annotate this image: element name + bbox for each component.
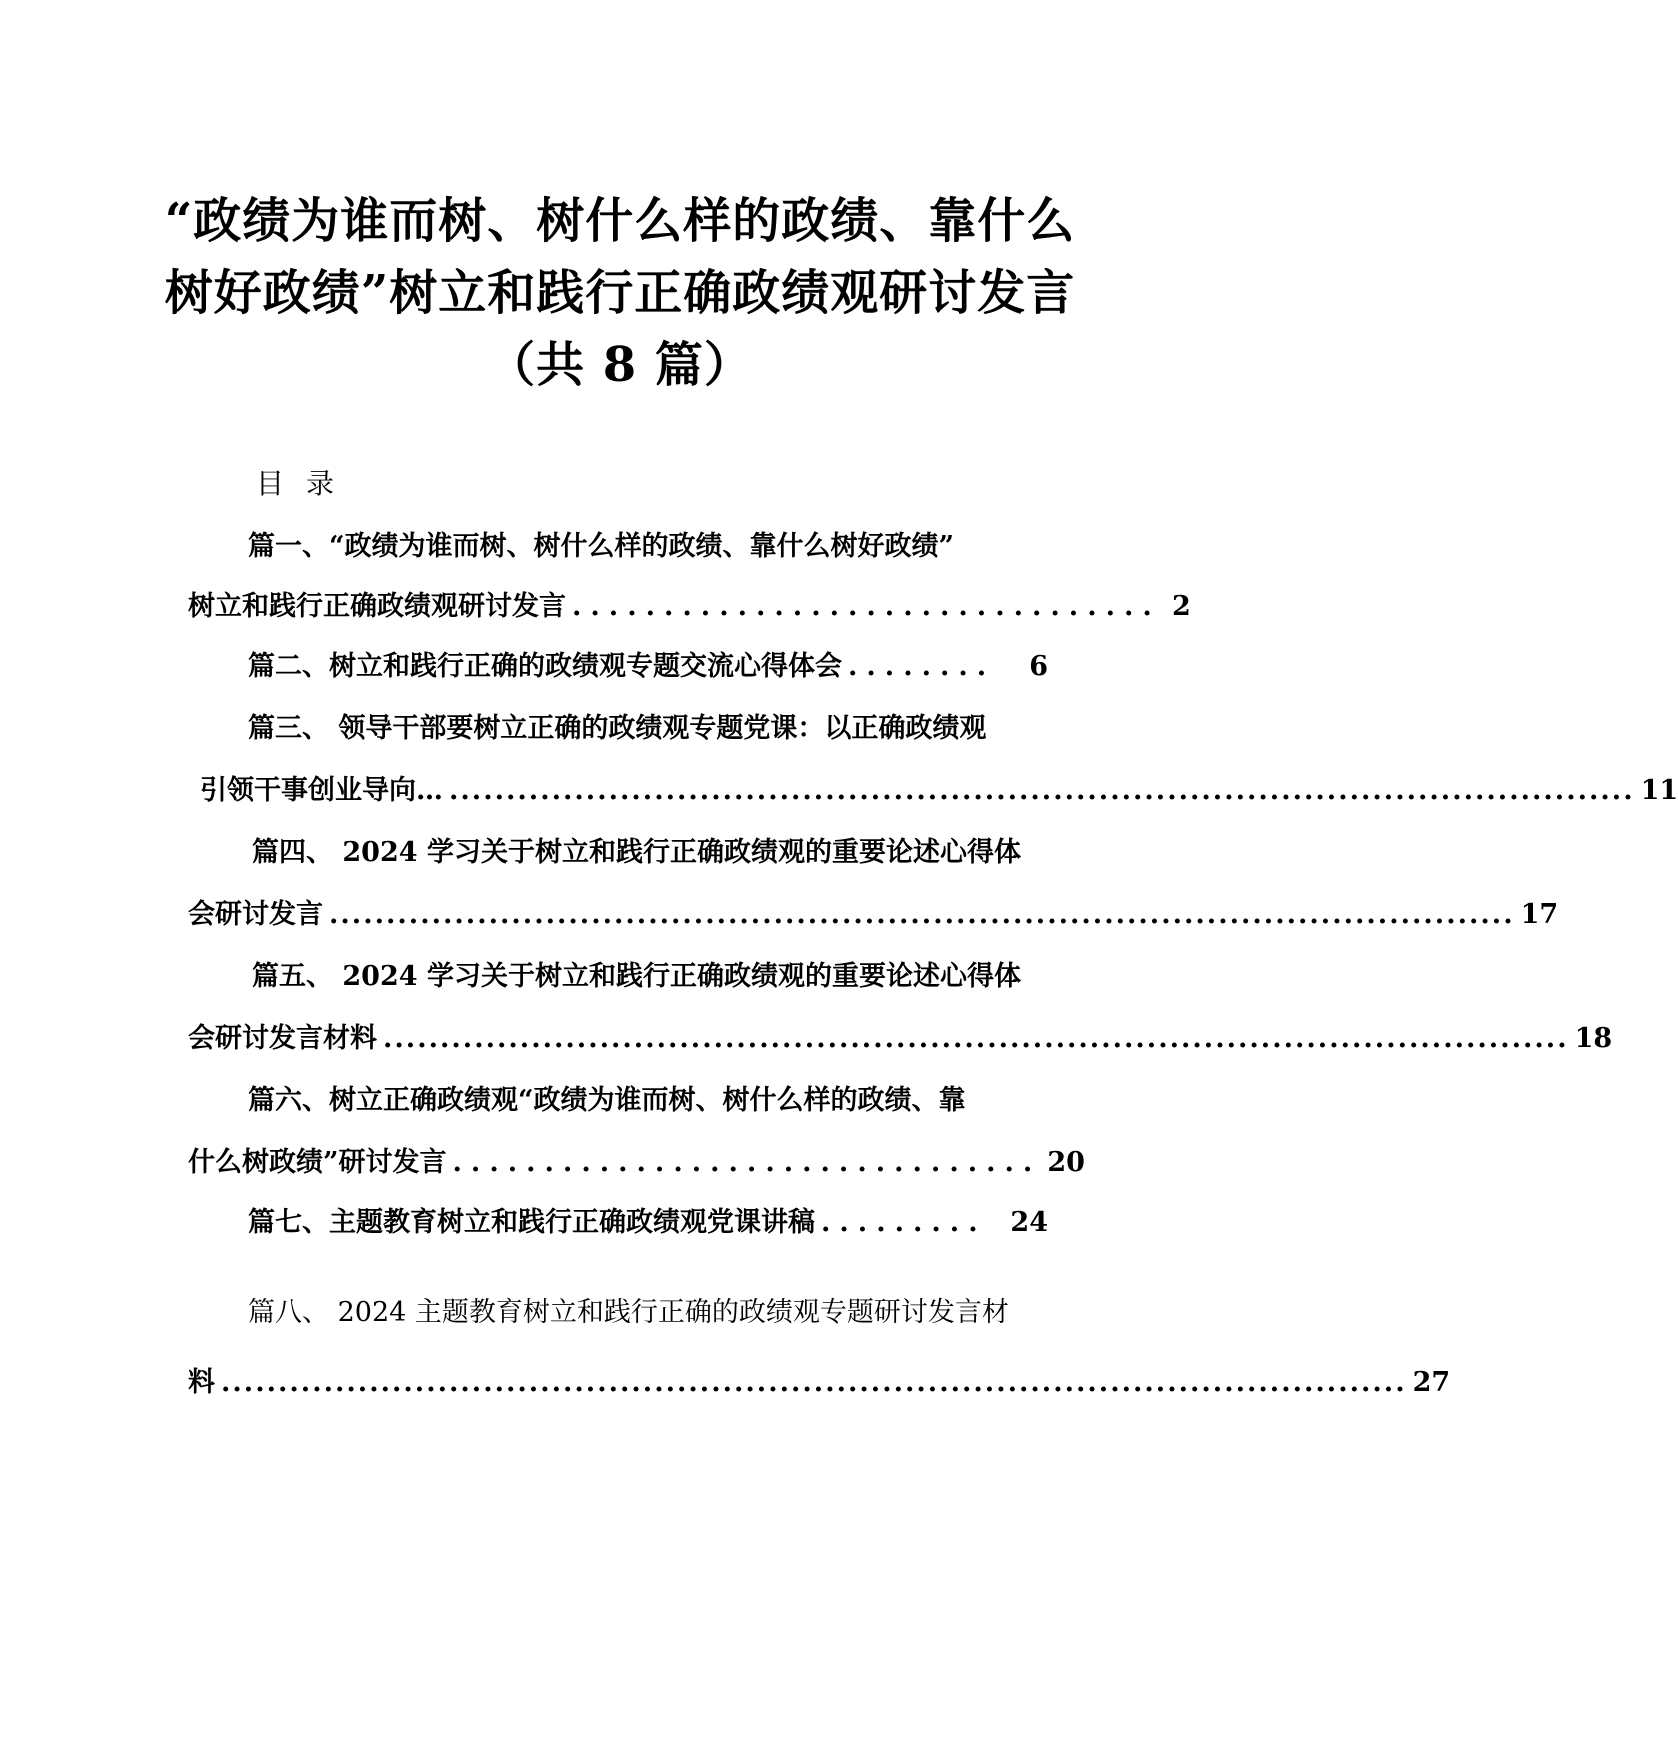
document-title [130, 185, 1110, 401]
toc-entry-3-row[interactable] [200, 774, 1678, 808]
toc-entry-6-line1: 篇六、树立正确政绩观“政绩为谁而树、树什么样的政绩、靠 [248, 1085, 966, 1116]
title-line-1: “政绩为谁而树、树什么样的政绩、靠什么 [164, 193, 1076, 249]
toc-entry-4-line1: 篇四、 2024 学习关于树立和践行正确政绩观的重要论述心得体 [252, 837, 1021, 868]
title-line-2: 树好政绩”树立和践行正确政绩观研讨发言 [164, 265, 1076, 321]
toc-entry-8-line1: 篇八、 2024 主题教育树立和践行正确的政绩观专题研讨发言材 [248, 1297, 1009, 1328]
toc-entry-2-line1: 篇二、树立和践行正确的政绩观专题交流心得体会 [248, 651, 842, 682]
toc-leader: ........................................................................................................ [221, 1367, 1407, 1398]
toc-entry-3-line2: 引领干事创业导向… [200, 775, 443, 806]
toc-page-number: 20 [1047, 1147, 1085, 1178]
toc-page-number: 11 [1640, 775, 1678, 806]
toc-heading: 目录 [256, 467, 357, 500]
toc-page-number: 2 [1172, 591, 1191, 622]
toc-entry-5-line2: 会研讨发言材料 [188, 1023, 377, 1054]
toc-entry-1-line2: 树立和践行正确政绩观研讨发言 [188, 591, 566, 622]
toc-page-number: 18 [1574, 1023, 1613, 1054]
toc-page-number: 24 [1010, 1207, 1048, 1238]
toc-entry-7-line1: 篇七、主题教育树立和践行正确政绩观党课讲稿 [248, 1207, 815, 1238]
toc-page-number: 6 [1029, 651, 1048, 682]
toc-leader: ........................................................................................................ [449, 775, 1635, 806]
toc-entry-4-line2: 会研讨发言 [188, 899, 323, 930]
toc-entry-5-line1: 篇五、 2024 学习关于树立和践行正确政绩观的重要论述心得体 [252, 961, 1021, 992]
toc-leader: ........................................................................................................ [383, 1023, 1569, 1054]
toc-entry-5-row[interactable] [188, 1022, 1613, 1056]
toc-entry-6-line2: 什么树政绩”研讨发言 [188, 1147, 447, 1178]
toc-leader: ........ [848, 651, 996, 682]
toc-leader: ................................ [452, 1147, 1042, 1178]
toc-entry-1-row[interactable] [188, 590, 1191, 624]
toc-entry-8-row[interactable] [188, 1366, 1451, 1400]
toc-entry-6-row[interactable] [188, 1146, 1085, 1180]
toc-page-number: 27 [1412, 1367, 1451, 1398]
toc-leader: ........................................................................................................ [329, 899, 1515, 930]
toc-entry-8-line2: 料 [188, 1367, 215, 1398]
toc-entry-2-row[interactable] [248, 650, 1048, 684]
toc-page-number: 17 [1520, 899, 1559, 930]
toc-entry-4-row[interactable] [188, 898, 1559, 932]
toc-leader: ................................ [572, 591, 1161, 622]
toc-leader: ......... [821, 1207, 987, 1238]
toc-entry-7-row[interactable] [248, 1206, 1048, 1240]
title-line-3: （共 8 篇） [487, 337, 753, 393]
toc-entry-1-line1: 篇一、“政绩为谁而树、树什么样的政绩、靠什么树好政绩” [248, 531, 955, 562]
toc-entry-3-line1: 篇三、 领导干部要树立正确的政绩观专题党课：以正确政绩观 [248, 713, 987, 744]
